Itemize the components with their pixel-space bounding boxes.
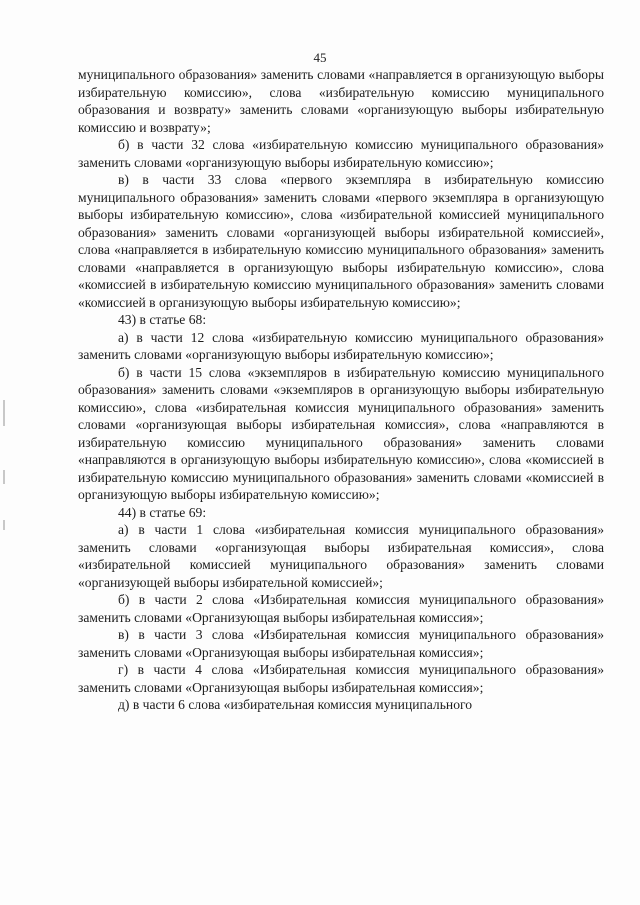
- paragraph-item-d-part-6: д) в части 6 слова «избирательная комиссия муниципального: [118, 697, 473, 712]
- paragraph-item-b-part-32: б) в части 32 слова «избирательную комиссию муниципального образования» заменить словами «организующую выборы избирательную комиссию»;: [78, 137, 604, 170]
- paragraph-item-a-part-12: а) в части 12 слова «избирательную комиссию муниципального образования» заменить словами «организующую выборы избирательную комиссию»;: [78, 329, 604, 362]
- paragraph-item-b-part-15: б) в части 15 слова «экземпляров в избирательную комиссию муниципального образования» заменить словами «экземпляров в организующую выборы избирательную комиссию», слова «избирательная комиссия муниципального образования» заменить словами «организующая выборы избирательная комиссия», слова «направляются в избирательную комиссию муниципального образования» заменить словами «направляются в организующую выборы избирательную комиссию», слова «комиссией в избирательную комиссию муниципального образования» заменить словами «комиссией в организующую выборы избирательную комиссию»;: [78, 364, 604, 502]
- paragraph-item-g-part-4: г) в части 4 слова «Избирательная комиссия муниципального образования» заменить словами «Организующая выборы избирательная комиссия»;: [78, 662, 604, 695]
- paragraph-item-a-part-1: а) в части 1 слова «избирательная комиссия муниципального образования» заменить словами «организующая выборы избирательная комиссия», слова «избирательной комиссией муниципального образования» заменить словами «организующей выборы избирательной комиссией»;: [78, 522, 604, 590]
- paragraph-item-v-part-33: в) в части 33 слова «первого экземпляра в избирательную комиссию муниципального образования» заменить словами «первого экземпляра в организующую выборы избирательную комиссию», слова «избирательной комиссией муниципального образования» заменить словами «организующей выборы избирательной комиссией», слова «направляется в избирательную комиссию муниципального образования» заменить словами «направляется в организующую выборы избирательную комиссию», слова «комиссией в избирательную комиссию муниципального образования» заменить словами «комиссией в организующую выборы избирательную комиссию»;: [78, 172, 604, 310]
- paragraph-point-43: 43) в статье 68:: [118, 312, 207, 327]
- paragraph-item-b-part-2: б) в части 2 слова «Избирательная комиссия муниципального образования» заменить словами «Организующая выборы избирательная комиссия»;: [78, 592, 604, 625]
- document-body: [78, 66, 604, 714]
- page-number: 45: [313, 50, 327, 65]
- paragraph-item-v-part-3: в) в части 3 слова «Избирательная комиссия муниципального образования» заменить словами «Организующая выборы избирательная комиссия»;: [78, 627, 604, 660]
- paragraph-point-44: 44) в статье 69:: [118, 504, 207, 520]
- scan-edge-mark: [3, 520, 5, 530]
- scan-edge-mark: [3, 470, 5, 484]
- scan-edge-mark: [3, 400, 5, 426]
- paragraph-continuation: муниципального образования» заменить словами «направляется в организующую выборы избирательную комиссию», слова «избирательную комиссию муниципального образования и возврату» заменить словами «организующую выборы избирательную комиссию и возврату»;: [78, 67, 604, 135]
